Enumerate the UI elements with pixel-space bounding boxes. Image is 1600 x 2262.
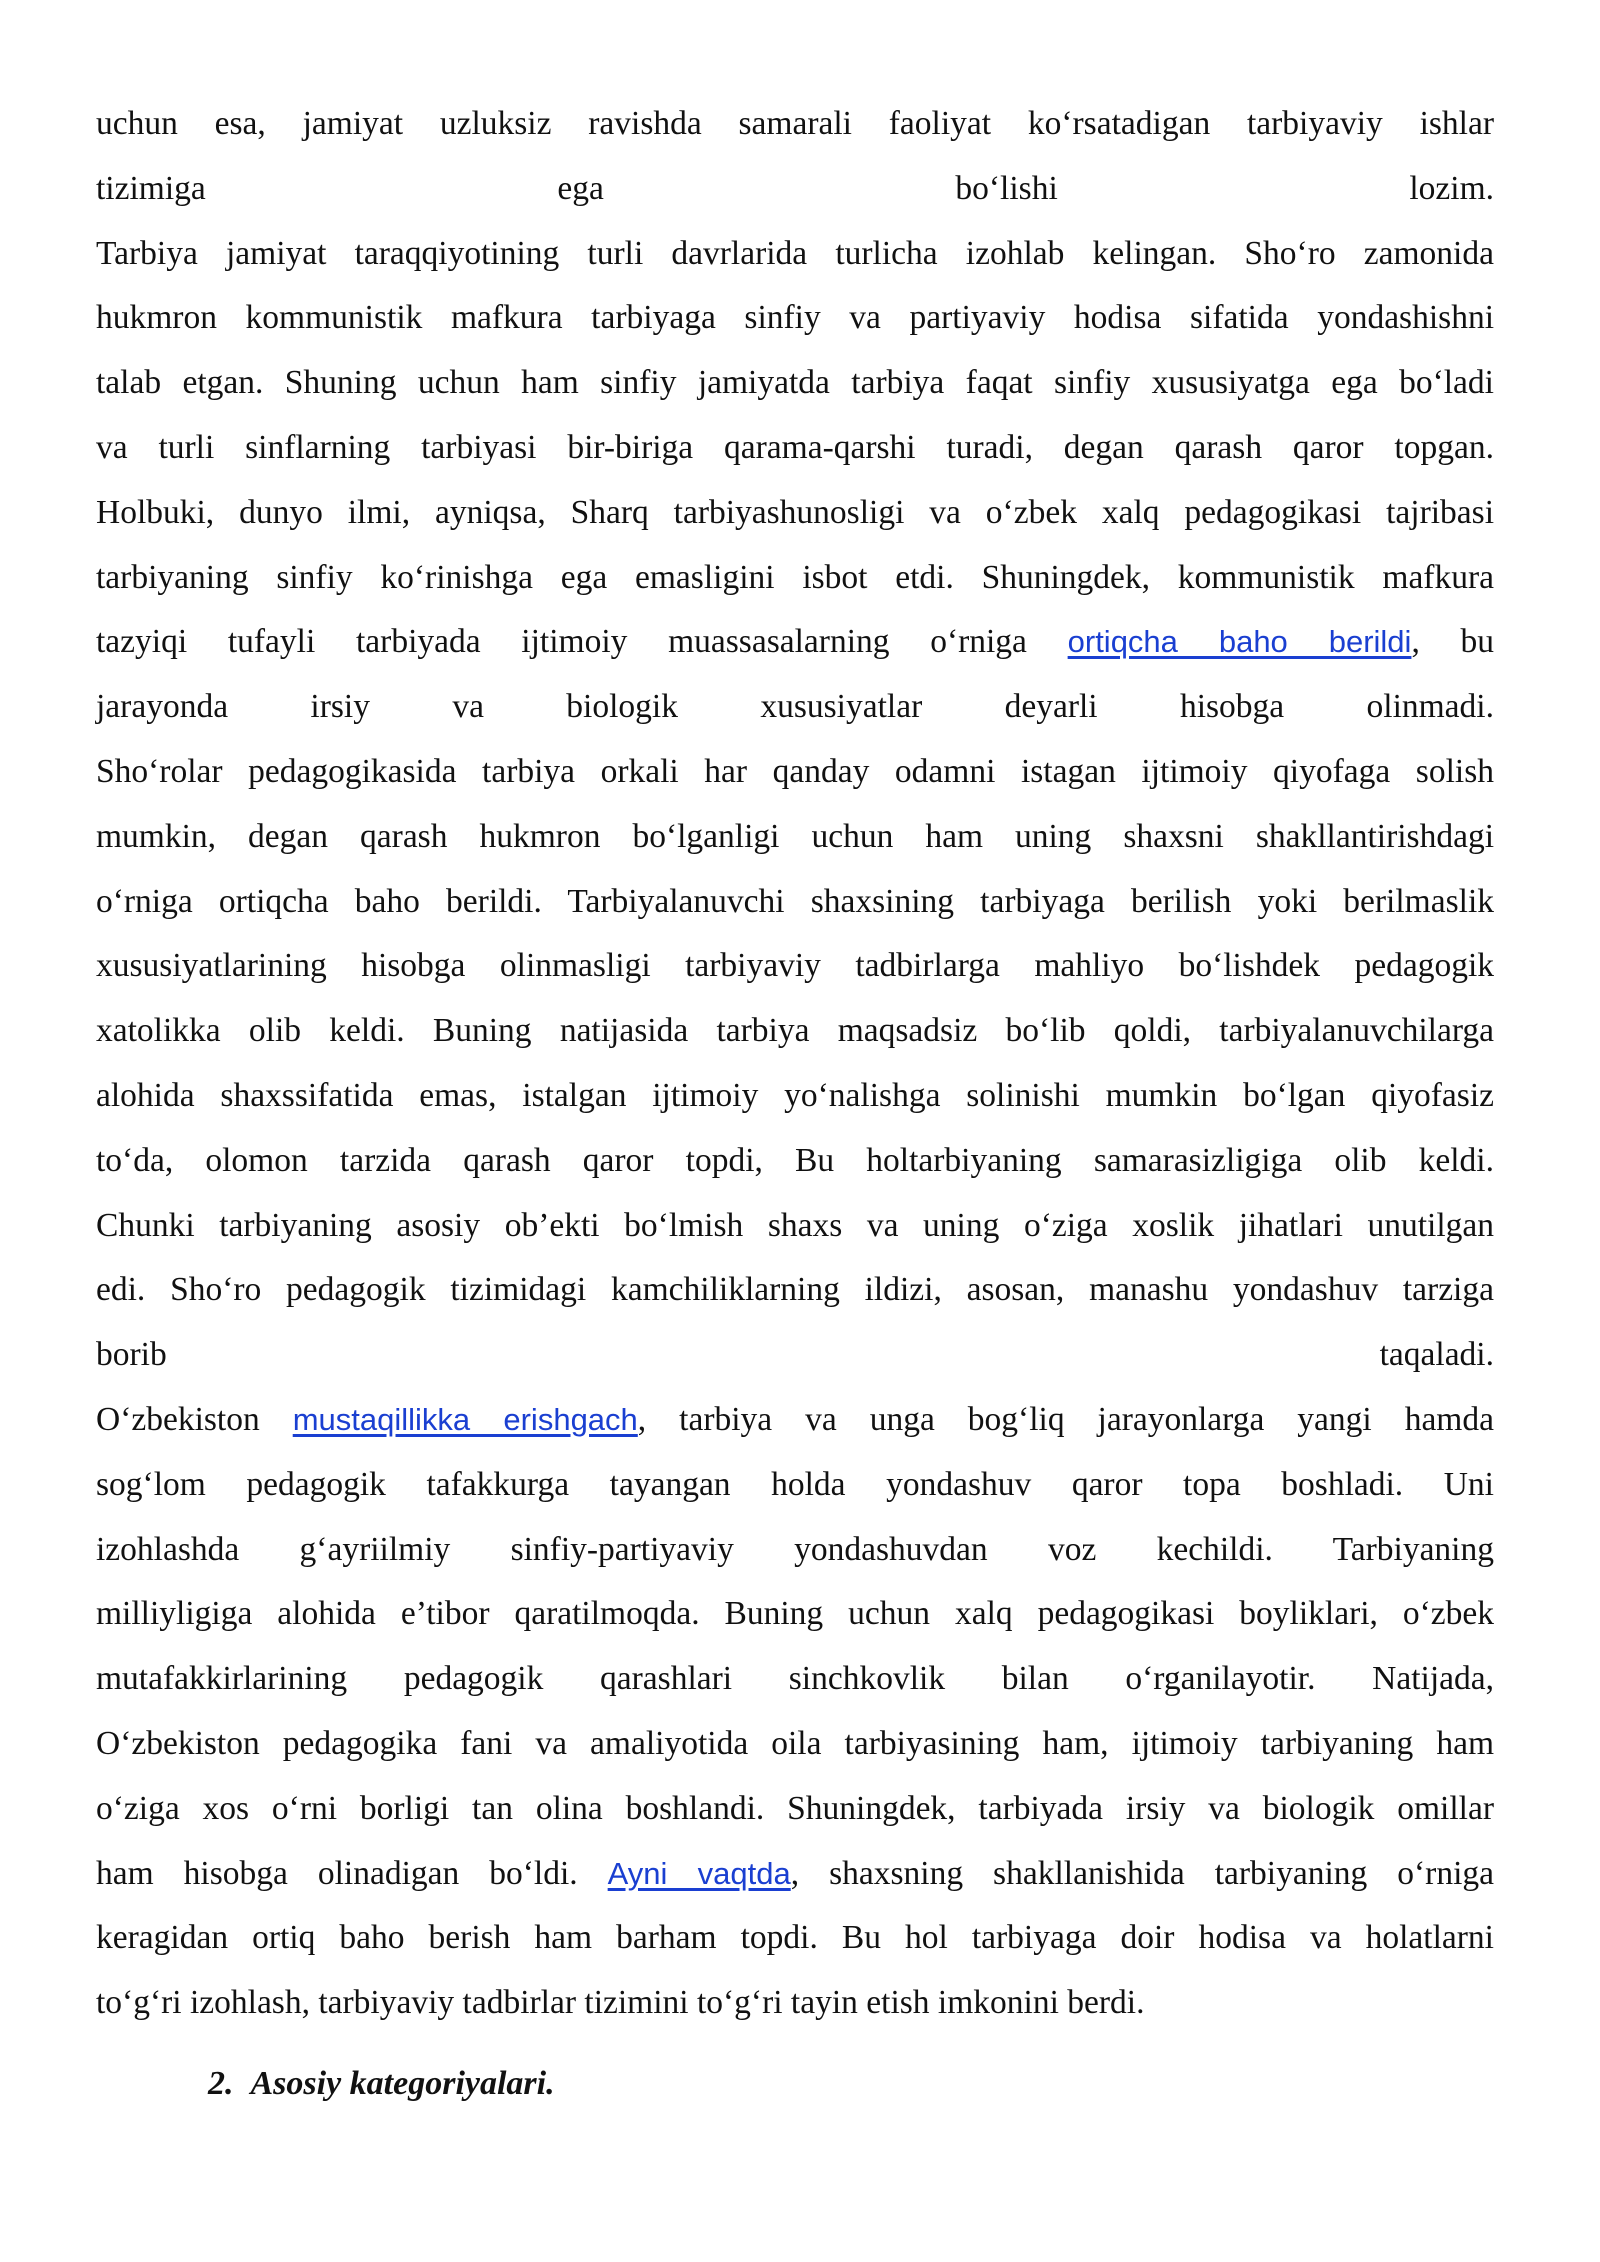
text-segment: , shaxsning shakllanishida tarbiyaning o‘rniga — [790, 1854, 1494, 1892]
text-line: talab etgan. Shuning uchun ham sinfiy jamiyatda tarbiya faqat sinfiy xususiyatga ega bo‘ladi — [96, 364, 1494, 402]
text-line: tarbiyaning sinfiy ko‘rinishga ega emasligini isbot etdi. Shuningdek, kommunistik mafkura — [96, 558, 1494, 596]
text-line-with-link — [96, 1388, 1494, 1453]
text-line: edi. Sho‘ro pedagogik tizimidagi kamchiliklarning ildizi, asosan, manashu yondashuv tarziga — [96, 1271, 1494, 1309]
link-ortiqcha-baho-berildi[interactable]: ortiqcha baho berildi — [1067, 624, 1412, 660]
text-line: jarayonda irsiy va biologik xususiyatlar deyarli hisobga olinmadi. — [96, 688, 1494, 726]
text-line: izohlashda g‘ayriilmiy sinfiy-partiyaviy yondashuvdan voz kechildi. Tarbiyaning — [96, 1530, 1494, 1568]
text-line: xususiyatlarining hisobga olinmasligi tarbiyaviy tadbirlarga mahliyo bo‘lishdek pedagogik — [96, 947, 1494, 985]
text-line: o‘rniga ortiqcha baho berildi. Tarbiyalanuvchi shaxsining tarbiyaga berilish yoki berilmaslik — [96, 882, 1494, 920]
text-segment: ham hisobga olinadigan bo‘ldi. — [96, 1854, 608, 1892]
text-line: O‘zbekiston pedagogika fani va amaliyotida oila tarbiyasining ham, ijtimoiy tarbiyaning ham — [96, 1724, 1494, 1762]
text-line: Sho‘rolar pedagogikasida tarbiya orkali har qanday odamni istagan ijtimoiy qiyofaga solish — [96, 752, 1494, 790]
text-line: to‘da, olomon tarzida qarash qaror topdi, Bu holtarbiyaning samarasizligiga olib keldi. — [96, 1141, 1494, 1179]
text-line: alohida shaxssifatida emas, istalgan ijtimoiy yo‘nalishga solinishi mumkin bo‘lgan qiyofasiz — [96, 1076, 1494, 1114]
text-line: borib taqaladi. — [96, 1336, 1494, 1374]
section-heading — [96, 2052, 1494, 2117]
text-segment: , tarbiya va unga bog‘liq jarayonlarga yangi hamda — [637, 1400, 1494, 1438]
text-line: milliyligiga alohida e’tibor qaratilmoqda. Buning uchun xalq pedagogikasi boyliklari, o‘zbek — [96, 1595, 1494, 1633]
text-line-with-link — [96, 610, 1494, 675]
text-segment: tazyiqi tufayli tarbiyada ijtimoiy muassasalarning o‘rniga — [96, 623, 1068, 661]
document-page — [96, 92, 1494, 2117]
text-line: va turli sinflarning tarbiyasi bir-biriga qarama-qarshi turadi, degan qarash qaror topgan. — [96, 428, 1494, 466]
text-segment: , bu — [1411, 623, 1495, 661]
text-line: o‘ziga xos o‘rni borligi tan olina boshlandi. Shuningdek, tarbiyada irsiy va biologik omillar — [96, 1789, 1494, 1827]
link-ayni-vaqtda[interactable]: Ayni vaqtda — [607, 1855, 791, 1891]
text-line: mumkin, degan qarash hukmron bo‘lganligi uchun ham uning shaxsni shakllantirishdagi — [96, 817, 1494, 855]
text-line: tizimiga ega bo‘lishi lozim. — [96, 169, 1494, 207]
text-line: hukmron kommunistik mafkura tarbiyaga sinfiy va partiyaviy hodisa sifatida yondashishni — [96, 299, 1494, 337]
text-line-with-link — [96, 1842, 1494, 1907]
text-line: sog‘lom pedagogik tafakkurga tayangan holda yondashuv qaror topa boshladi. Uni — [96, 1465, 1494, 1503]
paragraph-1 — [96, 92, 1494, 222]
text-line: Chunki tarbiyaning asosiy ob’ekti bo‘lmish shaxs va uning o‘ziga xoslik jihatlari unutilgan — [96, 1206, 1494, 1244]
paragraph-3 — [96, 740, 1494, 1388]
text-line: xatolikka olib keldi. Buning natijasida tarbiya maqsadsiz bo‘lib qoldi, tarbiyalanuvchilarga — [96, 1012, 1494, 1050]
text-line: Holbuki, dunyo ilmi, ayniqsa, Sharq tarbiyashunosligi va o‘zbek xalq pedagogikasi tajribasi — [96, 493, 1494, 531]
paragraph-4 — [96, 1388, 1494, 2036]
section-title: Asosiy kategoriyalari. — [250, 2064, 555, 2102]
text-line: keragidan ortiq baho berish ham barham topdi. Bu hol tarbiyaga doir hodisa va holatlarni — [96, 1919, 1494, 1957]
text-line: uchun esa, jamiyat uzluksiz ravishda samarali faoliyat ko‘rsatadigan tarbiyaviy ishlar — [96, 105, 1494, 142]
paragraph-2 — [96, 222, 1494, 740]
link-mustaqillikka-erishgach[interactable]: mustaqillikka erishgach — [292, 1401, 638, 1437]
text-line: mutafakkirlarining pedagogik qarashlari sinchkovlik bilan o‘rganilayotir. Natijada, — [96, 1660, 1494, 1698]
text-line: to‘g‘ri izohlash, tarbiyaviy tadbirlar tizimini to‘g‘ri tayin etish imkonini berdi. — [96, 1984, 1145, 2022]
text-line: Tarbiya jamiyat taraqqiyotining turli davrlarida turlicha izohlab kelingan. Sho‘ro zamonida — [96, 234, 1494, 272]
text-segment: O‘zbekiston — [96, 1400, 293, 1438]
section-number: 2. — [208, 2064, 234, 2102]
